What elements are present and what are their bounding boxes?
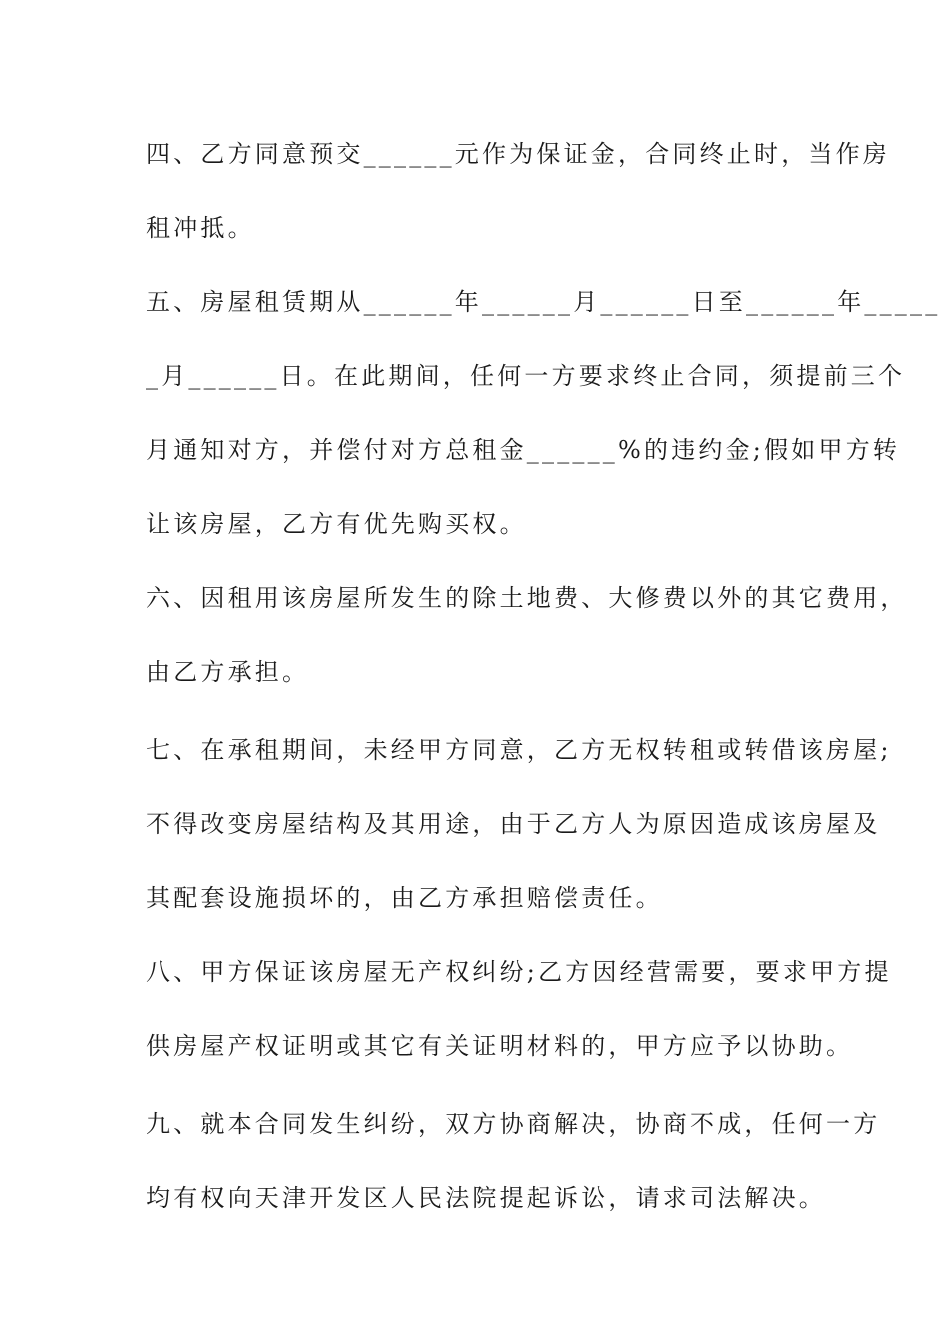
clause-8-line-2: 供房屋产权证明或其它有关证明材料的，甲方应予以协助。 bbox=[146, 1032, 854, 1060]
clause-9-line-2: 均有权向天津开发区人民法院提起诉讼，请求司法解决。 bbox=[146, 1184, 826, 1212]
clause-7-line-2: 不得改变房屋结构及其用途，由于乙方人为原因造成该房屋及 bbox=[146, 810, 881, 838]
clause-5-line-2: _月______日。在此期间，任何一方要求终止合同，须提前三个 bbox=[146, 362, 906, 390]
clause-7-line-3: 其配套设施损坏的，由乙方承担赔偿责任。 bbox=[146, 884, 663, 912]
clause-6-line-1: 六、因租用该房屋所发生的除土地费、大修费以外的其它费用， bbox=[146, 584, 908, 612]
clause-7-line-1: 七、在承租期间，未经甲方同意，乙方无权转租或转借该房屋; bbox=[146, 736, 892, 764]
clause-8-line-1: 八、甲方保证该房屋无产权纠纷;乙方因经营需要，要求甲方提 bbox=[146, 958, 892, 986]
clause-6-line-2: 由乙方承担。 bbox=[146, 658, 310, 686]
clause-5-line-3: 月通知对方，并偿付对方总租金______%的违约金;假如甲方转 bbox=[146, 436, 901, 464]
clause-4-line-2: 租冲抵。 bbox=[146, 214, 255, 242]
clause-9-line-1: 九、就本合同发生纠纷，双方协商解决，协商不成，任何一方 bbox=[146, 1110, 881, 1138]
clause-5-line-4: 让该房屋，乙方有优先购买权。 bbox=[146, 510, 527, 538]
clause-5-line-1: 五、房屋租赁期从______年______月______日至______年_____ bbox=[146, 288, 941, 316]
clause-4-line-1: 四、乙方同意预交______元作为保证金，合同终止时，当作房 bbox=[146, 140, 890, 168]
